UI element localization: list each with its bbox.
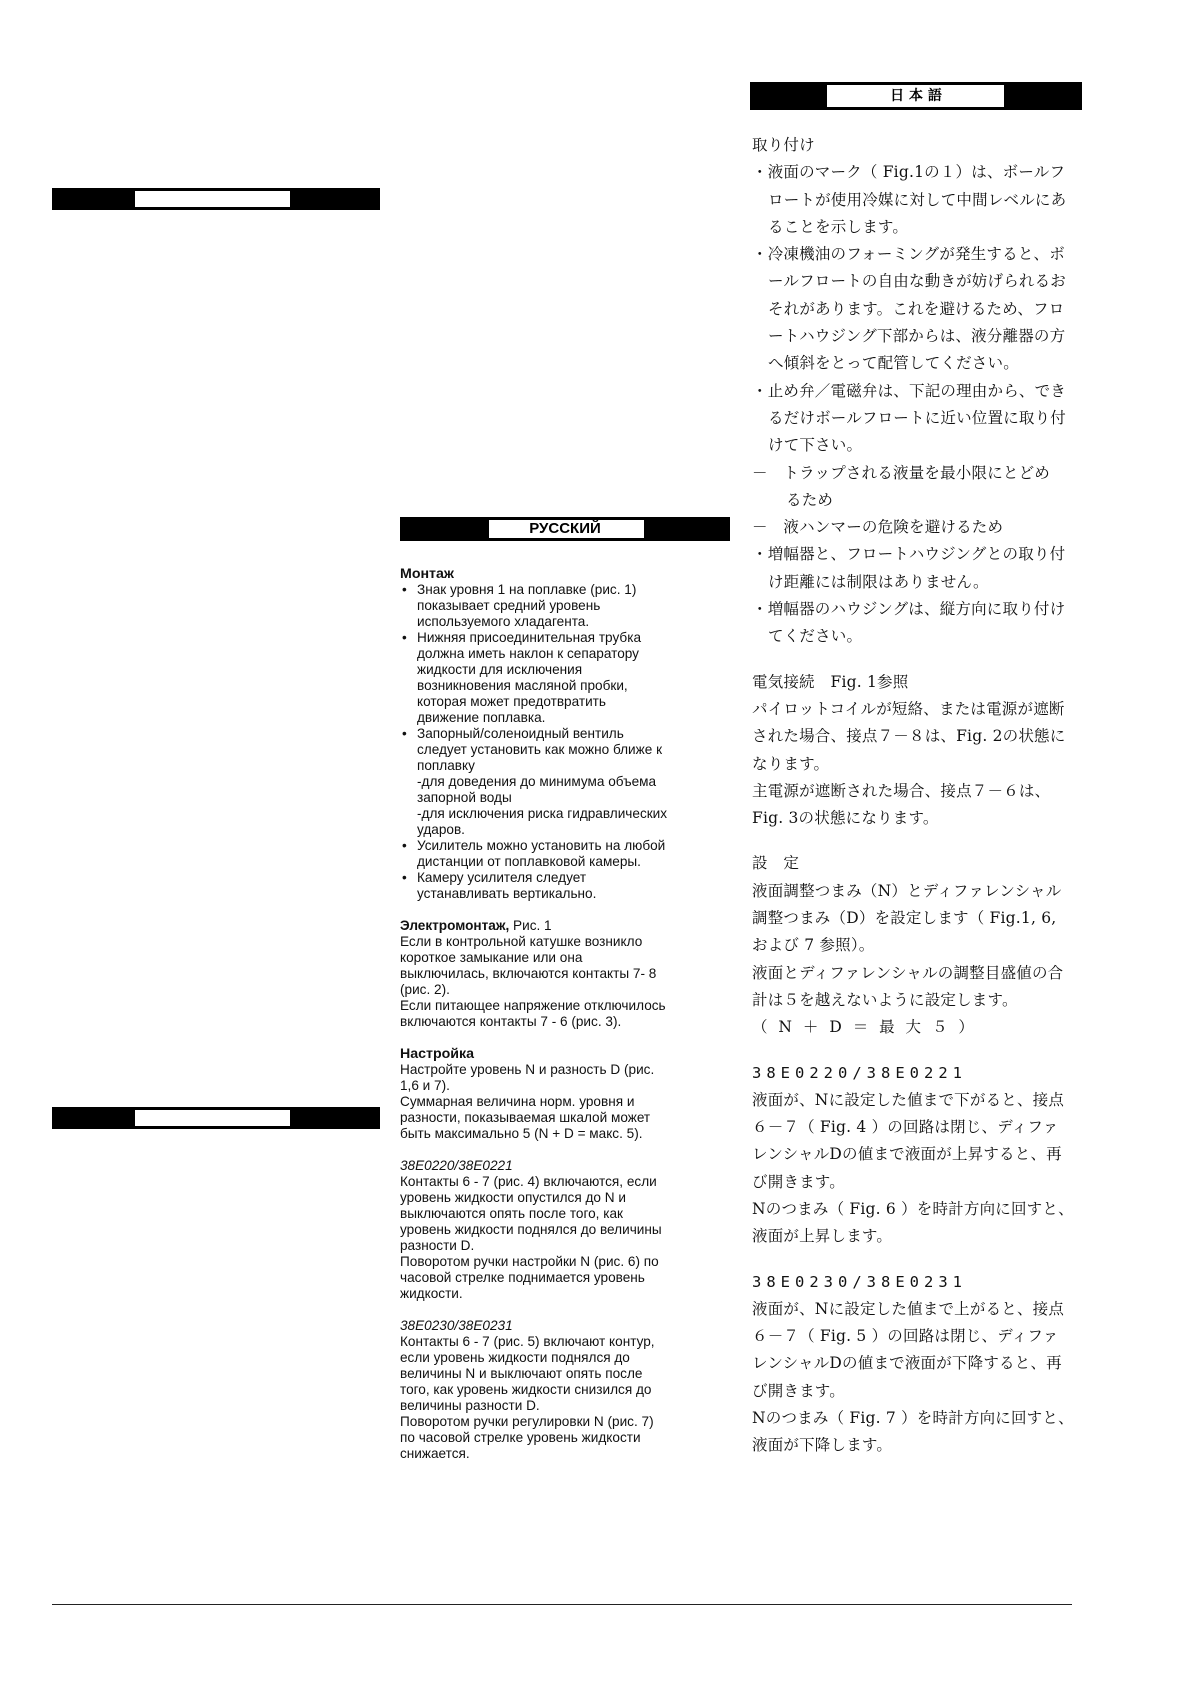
list-item: • Камеру усилителя следует устанавливать вертикально. <box>400 870 730 902</box>
japanese-section <box>752 132 1087 1460</box>
jp-setting-text: 液面調整つまみ（N）とディファレンシャル 調整つまみ（D）を設定します（ Fig.1, 6, および 7 参照）。 液面とディファレンシャルの調整目盛値の合 計は５を越えないように設定します。 <box>752 881 1064 1009</box>
footer-rule <box>52 1604 1072 1605</box>
russian-section <box>400 566 730 1462</box>
list-item: ・冷凍機油のフォーミングが発生すると、ボ ールフロートの自由な動きが妨げられるお それがあります。これを避けるため、フロ ートハウジング下部からは、液分離器の方 へ傾斜をとって配管してください。 <box>752 245 1066 373</box>
ru-electrical-fig: Рис. 1 <box>509 918 552 933</box>
list-item: ・増幅器のハウジングは、縦方向に取り付け てください。 <box>752 600 1066 646</box>
ru-model1-text: Контакты 6 - 7 (рис. 4) включаются, если уровень жидкости опустился до N и выключаются опять после того, как уровень жидкости поднялся до величины разности D. Поворотом ручки настройки N (рис. 6) по часовой стрелке поднимается уровень жидкости. <box>400 1174 662 1301</box>
jp-model2-text: 液面が、Nに設定した値まで上がると、接点 ６－７（ Fig. 5 ）の回路は閉じ、ディファ レンシャルDの値まで液面が下降すると、再 び開きます。 Nのつまみ（ Fig. 7 ）を時計方向に回すと、 液面が下降します。 <box>752 1299 1074 1455</box>
jp-setting-heading: 設 定 <box>752 854 800 873</box>
ru-setting-text: Настройте уровень N и разность D (рис. 1,6 и 7). Суммарная величина норм. уровня и разности, показываемая шкалой может быть максимально 5 (N + D = макс. 5). <box>400 1062 655 1141</box>
jp-formula: （ N ＋ D ＝ 最 大 ５ ） <box>752 1018 977 1037</box>
russian-header-band <box>400 517 730 541</box>
ru-electrical-text: Если в контрольной катушке возникло короткое замыкание или она выключилась, включаются контакты 7- 8 (рис. 2). Если питающее напряжение отключилось включаются контакты 7 - 6 (рис. 3). <box>400 934 666 1029</box>
jp-mounting-heading: 取り付け <box>752 136 815 154</box>
ru-electrical-heading-line <box>400 918 730 934</box>
list-item: ・液面のマーク（ Fig.1の１）は、ボールフ ロートが使用冷媒に対して中間レベルにあ ることを示します。 <box>752 163 1067 236</box>
japanese-header-band <box>750 82 1082 110</box>
list-item: • Запорный/соленоидный вентиль следует установить как можно ближе к поплавку -для доведения до минимума объема запорной воды -для исключения риска гидравлических ударов. <box>400 726 730 838</box>
ru-model1-heading: 38E0220/38E0221 <box>400 1158 513 1173</box>
list-item: － トラップされる液量を最小限にとどめ るため <box>752 463 1050 509</box>
list-item: ・増幅器と、フロートハウジングとの取り付 け距離には制限はありません。 <box>752 545 1066 591</box>
ru-model2-text: Контакты 6 - 7 (рис. 5) включают контур, если уровень жидкости поднялся до величины N и выключают опять после того, как уровень жидкости снизился до величины разности D. Поворотом ручки регулировки N (рис. 7) по часовой стрелке уровень жидкости снижается. <box>400 1334 655 1461</box>
blank-language-band-1 <box>52 188 380 210</box>
list-item: ・止め弁／電磁弁は、下記の理由から、でき るだけボールフロートに近い位置に取り付 けて下さい。 <box>752 381 1067 455</box>
ru-model2-heading: 38E0230/38E0231 <box>400 1318 513 1333</box>
blank-language-band-2 <box>52 1107 380 1129</box>
list-item: • Усилитель можно установить на любой дистанции от поплавковой камеры. <box>400 838 730 870</box>
ru-mounting-list <box>400 582 730 902</box>
ru-mounting-heading: Монтаж <box>400 566 454 582</box>
jp-electrical-text: パイロットコイルが短絡、または電源が遮断 された場合、接点７－８は、Fig. 2の状態に なります。 主電源が遮断された場合、接点７－６は、 Fig. 3の状態になります。 <box>752 699 1066 828</box>
jp-model1-text: 液面が、Nに設定した値まで下がると、接点 ６－７（ Fig. 4 ）の回路は閉じ、ディファ レンシャルDの値まで液面が上昇すると、再 び開きます。 Nのつまみ（ Fig. 6 ）を時計方向に回すと、 液面が上昇します。 <box>752 1090 1074 1246</box>
ru-setting-heading: Настройка <box>400 1046 475 1062</box>
jp-model2-heading: 38E0230/38E0231 <box>752 1272 967 1291</box>
list-item: － 液ハンマーの危険を避けるため <box>752 518 1004 537</box>
jp-model1-heading: 38E0220/38E0221 <box>752 1063 967 1082</box>
ru-electrical-heading: Электромонтаж, <box>400 918 510 933</box>
russian-header-label: РУССКИЙ <box>529 520 601 537</box>
list-item: • Знак уровня 1 на поплавке (рис. 1) показывает средний уровень используемого хладагента. <box>400 582 730 630</box>
jp-electrical-heading: 電気接続 Fig. 1参照 <box>752 672 909 691</box>
list-item: • Нижняя присоединительная трубка должна иметь наклон к сепаратору жидкости для исключения возникновения масляной пробки, которая может предотвратить движение поплавка. <box>400 630 730 726</box>
japanese-header-label: 日 本 語 <box>890 88 942 104</box>
